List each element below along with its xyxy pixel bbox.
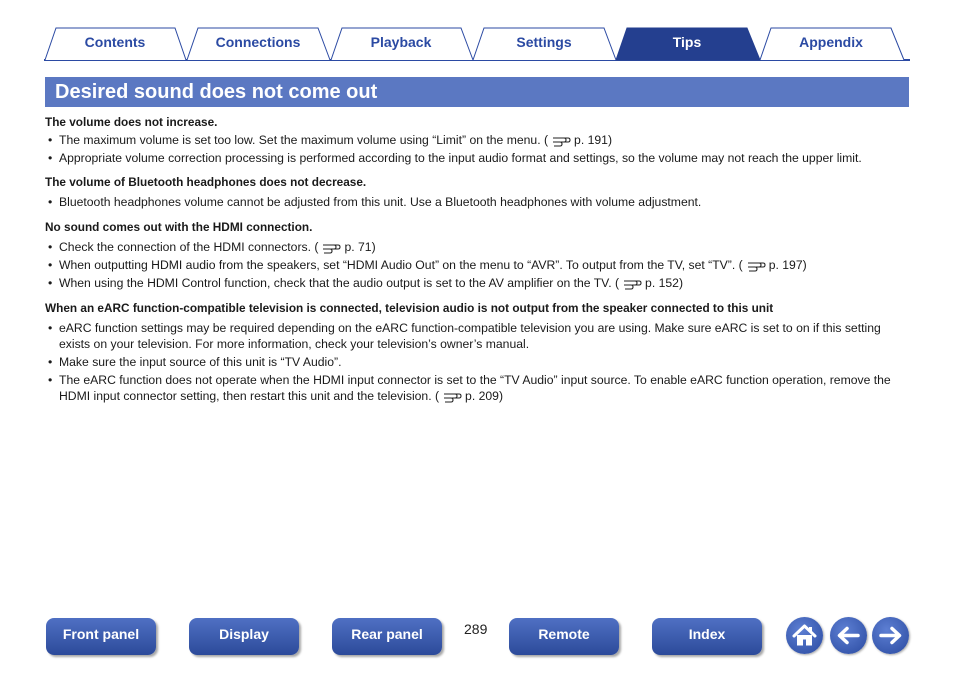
item-list (45, 239, 911, 291)
bullet: • (48, 321, 53, 335)
tab-connections[interactable]: Connections (215, 34, 301, 50)
page-reference-text: p. 197 (768, 258, 803, 272)
pointing-hand-reference-icon (747, 259, 767, 272)
home-button[interactable] (786, 617, 823, 654)
tab-settings[interactable]: Settings (516, 34, 572, 50)
page-reference-text: p. 71 (344, 240, 372, 254)
index-button[interactable]: Index (652, 618, 762, 655)
item-list (45, 194, 911, 210)
item-text: The eARC function does not operate when the HDMI input connector is set to the “TV Audio” input source. To enable eARC function operation, remove the HDMI input connector setting, then restart this unit and the television. (59, 373, 891, 403)
list-item (45, 239, 911, 255)
page-reference-text: p. 191 (574, 133, 608, 147)
item-text: Bluetooth headphones volume cannot be adjusted from this unit. Use a Bluetooth headphones with volume adjustment. (59, 195, 702, 209)
display-button[interactable]: Display (189, 618, 299, 655)
troubleshooting-content (45, 114, 911, 404)
bullet: • (48, 258, 53, 272)
item-list (45, 132, 911, 166)
tab-appendix[interactable]: Appendix (799, 34, 863, 50)
tab-playback[interactable]: Playback (370, 34, 432, 50)
list-item (45, 150, 911, 166)
remote-button[interactable]: Remote (509, 618, 619, 655)
back-button[interactable] (830, 617, 867, 654)
item-text: Check the connection of the HDMI connectors. (59, 240, 312, 254)
top-tab-bar (44, 26, 910, 62)
list-item (45, 372, 911, 404)
section-heading: When an eARC function-compatible television is connected, television audio is not output from the speaker connected to this unit (45, 301, 774, 315)
page-reference-text: p. 209 (465, 389, 499, 403)
list-item (45, 275, 911, 291)
home-icon (786, 617, 823, 654)
tab-tips[interactable]: Tips (672, 34, 702, 50)
title-bar (45, 77, 909, 107)
bullet: • (48, 133, 53, 147)
section-heading: The volume of Bluetooth headphones does not decrease. (45, 175, 367, 189)
item-text: Make sure the input source of this unit is “TV Audio”. (59, 355, 342, 369)
item-text: The maximum volume is set too low. Set the maximum volume using “Limit” on the menu. (59, 133, 541, 147)
list-item (45, 320, 911, 352)
section-volume (45, 114, 911, 166)
section-hdmi (45, 219, 911, 291)
list-item (45, 354, 911, 370)
front-panel-button[interactable]: Front panel (46, 618, 156, 655)
arrow-right-icon (872, 617, 909, 654)
page-reference[interactable]: ( p. 209) (434, 389, 503, 403)
section-earc (45, 300, 911, 404)
list-item (45, 257, 911, 273)
list-item (45, 132, 911, 148)
rear-panel-button[interactable]: Rear panel (332, 618, 442, 655)
page-title: Desired sound does not come out (55, 81, 378, 103)
page-reference[interactable]: ( p. 197) (738, 258, 807, 272)
page-reference[interactable]: ( p. 152) (614, 276, 683, 290)
page-number: 289 (464, 621, 488, 637)
item-text: eARC function settings may be required depending on the eARC function-compatible television you are using. Make sure eARC is set to on if this setting exists on your television. For more information, check your television’s owner’s manual. (59, 321, 881, 351)
pointing-hand-reference-icon (623, 277, 643, 290)
arrow-left-icon (830, 617, 867, 654)
page-reference[interactable]: ( p. 191) (543, 133, 612, 147)
page-reference-text: p. 152 (645, 276, 679, 290)
item-text: When using the HDMI Control function, check that the audio output is set to the AV amplifier on the TV. (59, 276, 612, 290)
bullet: • (48, 240, 53, 254)
section-heading: No sound comes out with the HDMI connection. (45, 220, 313, 234)
page-reference[interactable]: ( p. 71) (314, 240, 376, 254)
pointing-hand-reference-icon (322, 241, 342, 254)
bullet: • (48, 373, 53, 387)
item-text: Appropriate volume correction processing is performed according to the input audio format and settings, so the volume may not reach the upper limit. (59, 151, 862, 165)
bullet: • (48, 195, 53, 209)
bullet: • (48, 276, 53, 290)
section-heading: The volume does not increase. (45, 115, 218, 129)
item-text: When outputting HDMI audio from the speakers, set “HDMI Audio Out” on the menu to “AVR”. To output from the TV, set “TV”. (59, 258, 736, 272)
pointing-hand-reference-icon (443, 390, 463, 403)
list-item (45, 194, 911, 210)
forward-button[interactable] (872, 617, 909, 654)
tab-contents[interactable]: Contents (84, 34, 146, 50)
item-list (45, 320, 911, 404)
pointing-hand-reference-icon (552, 134, 572, 147)
bullet: • (48, 355, 53, 369)
bullet: • (48, 151, 53, 165)
section-bluetooth (45, 174, 911, 210)
